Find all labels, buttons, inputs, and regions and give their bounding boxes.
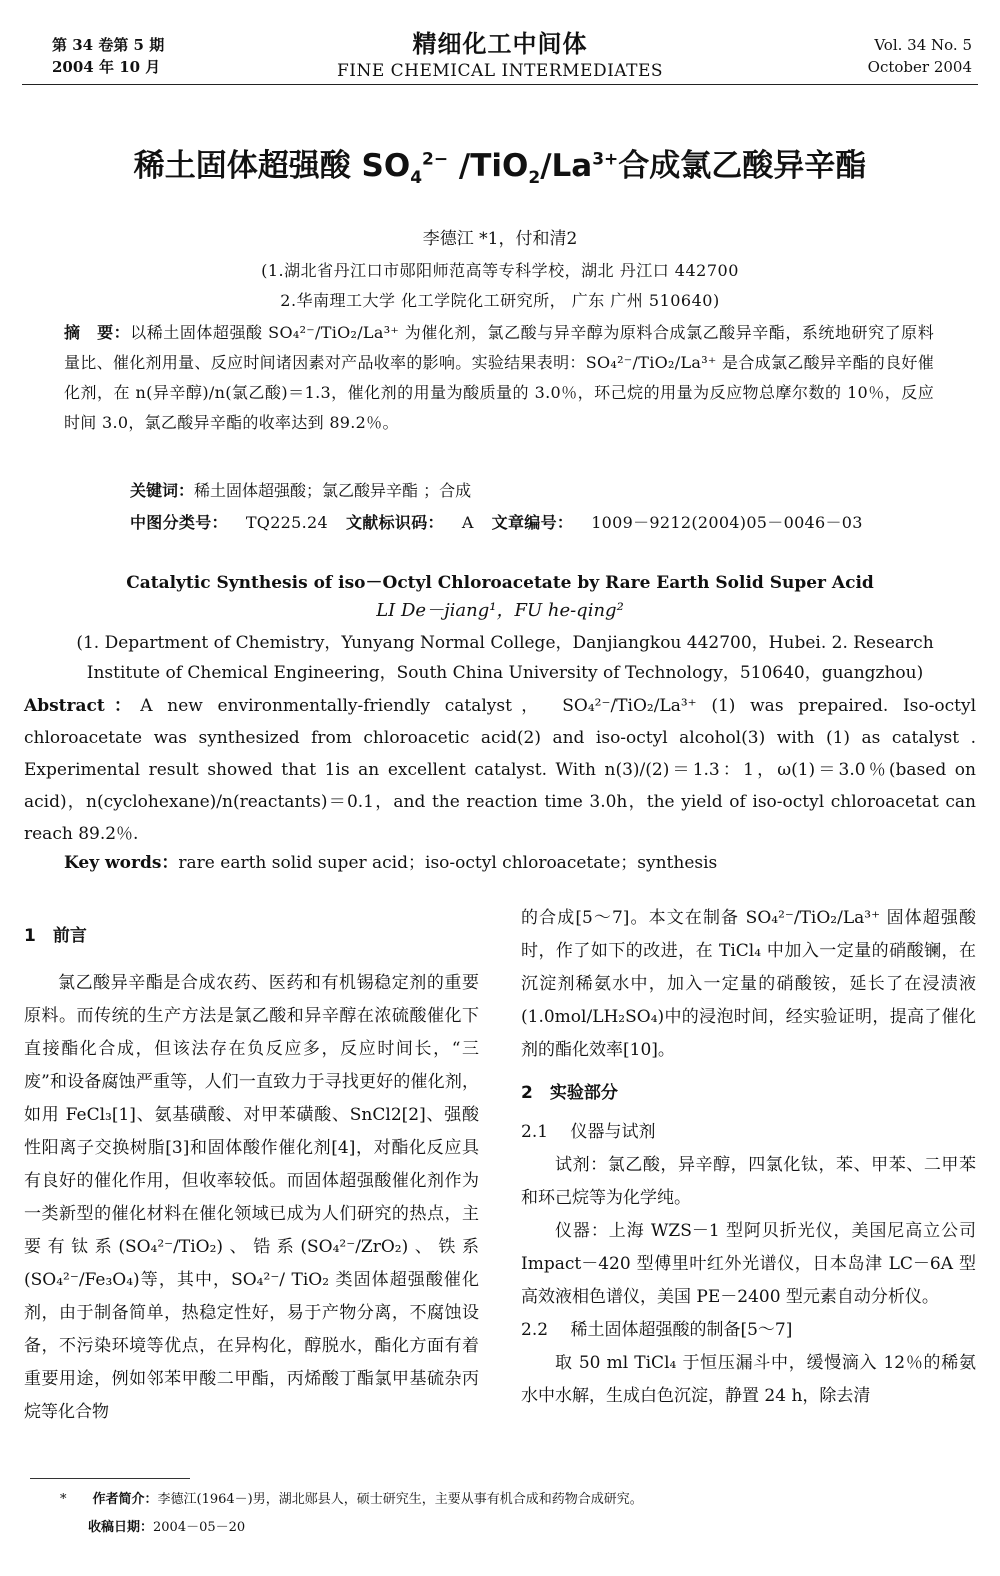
keywords-cn-label: 关键词： [130, 481, 195, 500]
volume-issue: 第 34 卷第 5 期 [52, 36, 165, 54]
affiliation-1: (1.湖北省丹江口市郧阳师范高等专科学校，湖北 丹江口 442700 [261, 261, 739, 280]
body-right-column [521, 902, 976, 1413]
keywords-en [64, 848, 717, 873]
paper-title [40, 140, 960, 188]
journal-name-en: FINE CHEMICAL INTERMEDIATES [336, 61, 664, 81]
title-part: 稀土固体超强酸 SO [133, 148, 411, 184]
keywords-cn-text: 稀土固体超强酸；氯乙酸异辛酯 ；合成 [194, 481, 472, 500]
title-sup: 3+ [592, 149, 619, 170]
title-sub: 4 [410, 168, 423, 189]
abstract-cn-text: 以稀土固体超强酸 SO₄²⁻/TiO₂/La³⁺ 为催化剂，氯乙酸与异辛醇为原料合成氯乙酸异辛酯，系统地研究了原料量比、催化剂用量、反应时间诸因素对产品收率的影响。实验结果表明：SO₄²⁻/TiO₂/La³⁺ 是合成氯乙酸异辛酯的良好催化剂，在 n(异辛醇)/n(氯乙酸)＝1.3，催化剂的用量为酸质量的 3.0％，环己烷的用量为反应物总摩尔数的 10％，反应时间 3.0，氯乙酸异辛酯的收率达到 89.2％。 [64, 323, 935, 432]
section-2-2-paragraph: 取 50 ml TiCl₄ 于恒压漏斗中，缓慢滴入 12％的稀氨水中水解，生成白色沉淀，静置 24 h，除去清 [521, 1353, 976, 1406]
classification-line [130, 510, 863, 533]
title-part: /La [540, 148, 593, 184]
title-sup: 2− [422, 149, 449, 170]
header-rule [22, 84, 978, 85]
title-sub: 2 [528, 168, 541, 189]
doc-code-label: 文献标识码： [346, 513, 444, 532]
section-2-1-instruments: 仪器：上海 WZS－1 型阿贝折光仪，美国尼高立公司 Impact－420 型傅里叶红外光谱仪，日本岛津 LC－6A 型高效液相色谱仪，美国 PE－2400 型元素自动分析仪。 [521, 1221, 976, 1307]
received-date-footnote [88, 1516, 245, 1535]
section-2-1-heading: 2.1 仪器与试剂 [521, 1122, 656, 1142]
keywords-cn [130, 478, 471, 501]
journal-name-cn: 精细化工中间体 [412, 30, 588, 58]
title-part: 合成氯乙酸异辛酯 [618, 148, 867, 184]
journal-volume-en-block [868, 34, 972, 78]
section-1-paragraph-continued: 的合成[5～7]。本文在制备 SO₄²⁻/TiO₂/La³⁺ 固体超强酸时，作了如下的改进，在 TiCl₄ 中加入一定量的硝酸镧，在沉淀剂稀氨水中，加入一定量的硝酸铵，延长了在浸渍液(1.0mol/LH₂SO₄)中的浸泡时间，经实验证明，提高了催化剂的酯化效率[10]。 [521, 908, 976, 1060]
clc-label: 中图分类号： [130, 513, 228, 532]
authors: 李德江 *1，付和清2 [422, 229, 578, 249]
received-label: 收稿日期： [88, 1520, 154, 1535]
date-cn: 2004 年 10 月 [52, 58, 161, 76]
journal-issue-block [52, 34, 164, 78]
clc-value: TQ225.24 [245, 513, 328, 532]
journal-name-block [300, 24, 700, 81]
section-2-2-heading: 2.2 稀土固体超强酸的制备[5～7] [521, 1320, 793, 1340]
author-bio-footnote [60, 1488, 643, 1507]
section-1-heading: 1 前言 [24, 926, 87, 946]
received-date: 2004－05－20 [153, 1520, 246, 1535]
abstract-en-label: Abstract： [24, 696, 141, 716]
abstract-en-text: A new environmentally-friendly catalyst， SO₄²⁻/TiO₂/La³⁺ (1) was prepaired. Iso-octyl chloroacetate was synthesized from chloroacetic acid(2) and iso-octyl alcohol(3) with (1) as catalyst . Experimental result showed that 1is an excellent catalyst. With n(3)/(2)＝1.3：1，ω(1)＝3.0％(based on acid)，n(cyclohexane)/n(reactants)＝0.1，and the reaction time 3.0h，the yield of iso-octyl chloroacetat can reach 89.2％. [24, 696, 977, 844]
article-id-value: 1009－9212(2004)05－0046－03 [591, 513, 863, 532]
abstract-cn-label: 摘 要： [64, 323, 131, 342]
abstract-cn [64, 318, 934, 438]
bio-label: 作者简介： [92, 1492, 158, 1507]
keywords-en-label: Key words： [64, 853, 179, 873]
authors-en: LI De－jiang¹，FU he-qing² [376, 600, 624, 621]
doc-code-value: A [461, 513, 474, 532]
footnote-mark: * [60, 1492, 67, 1507]
affiliation-en: (1. Department of Chemistry，Yunyang Normal College，Danjiangkou 442700，Hubei. 2. Research Institute of Chemical Engineering，South China University of Technology，510640，guangzhou) [76, 633, 934, 683]
affiliation-2: 2.华南理工大学 化工学院化工研究所， 广东 广州 510640) [280, 291, 720, 310]
title-part: /TiO [448, 148, 529, 184]
body-left-column [24, 920, 479, 1429]
title-en: Catalytic Synthesis of iso－Octyl Chloroacetate by Rare Earth Solid Super Acid [126, 573, 874, 593]
section-2-1-reagents: 试剂：氯乙酸，异辛醇，四氯化钛，苯、甲苯、二甲苯和环己烷等为化学纯。 [521, 1155, 976, 1208]
section-2-heading: 2 实验部分 [521, 1083, 618, 1103]
article-id-label: 文章编号： [491, 513, 574, 532]
section-1-paragraph: 氯乙酸异辛酯是合成农药、医药和有机锡稳定剂的重要原料。而传统的生产方法是氯乙酸和异辛醇在浓硫酸催化下直接酯化合成，但该法存在负反应多，反应时间长，“三废”和设备腐蚀严重等，人们一直致力于寻找更好的催化剂，如用 FeCl₃[1]、氨基磺酸、对甲苯磺酸、SnCl2[2]、强酸性阳离子交换树脂[3]和固体酸作催化剂[4]，对酯化反应具有良好的催化作用，但收率较低。而固体超强酸催化剂作为一类新型的催化材料在催化领域已成为人们研究的热点，主要有钛系(SO₄²⁻/TiO₂)、锆系(SO₄²⁻/ZrO₂)、铁系(SO₄²⁻/Fe₃O₄)等，其中，SO₄²⁻/ TiO₂ 类固体超强酸催化剂，由于制备简单，热稳定性好，易于产物分离，不腐蚀设备，不污染环境等优点，在异构化，醇脱水，酯化方面有着重要用途，例如邻苯甲酸二甲酯，丙烯酸丁酯氯甲基硫杂丙烷等化合物 [24, 973, 479, 1422]
abstract-en [24, 690, 976, 850]
footnote-rule [30, 1478, 190, 1479]
date-en: October 2004 [867, 58, 972, 76]
volume-en: Vol. 34 No. 5 [874, 36, 972, 54]
keywords-en-text: rare earth solid super acid；iso-octyl chloroacetate；synthesis [178, 853, 718, 873]
bio-text: 李德江(1964－)男，湖北郧县人，硕士研究生，主要从事有机合成和药物合成研究。 [157, 1492, 643, 1507]
